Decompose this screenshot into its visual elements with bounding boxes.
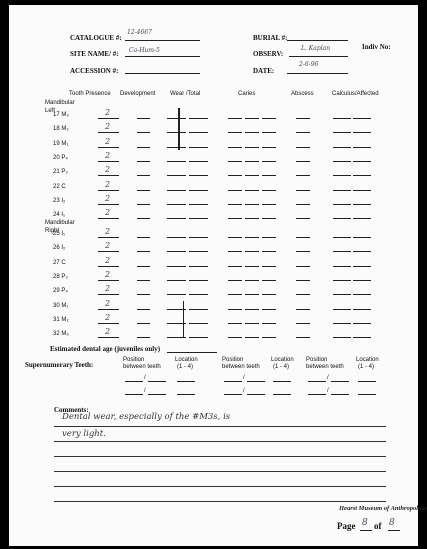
wear-blank xyxy=(167,280,186,281)
caries-blank xyxy=(262,266,276,267)
tooth-presence-underline xyxy=(98,309,119,310)
col-caries: Caries xyxy=(238,91,256,97)
date-label: DATE: xyxy=(253,67,275,75)
section-mandibular-right-1: Mandibular xyxy=(45,220,75,226)
development-blank xyxy=(137,251,150,252)
caries-blank xyxy=(262,218,276,219)
supernumerary-position-header: Position xyxy=(222,357,244,363)
comment-rule xyxy=(54,456,386,457)
caries-blank xyxy=(245,294,259,295)
site-name-underline xyxy=(125,56,200,57)
wear-blank xyxy=(167,204,186,205)
wear-blank xyxy=(167,147,186,148)
tooth-presence-value: 2 xyxy=(105,193,111,203)
development-blank xyxy=(137,175,150,176)
tooth-presence-value: 2 xyxy=(105,269,111,279)
tooth-presence-underline xyxy=(98,266,119,267)
tooth-presence-value: 2 xyxy=(105,312,111,322)
wear-blank xyxy=(189,251,208,252)
page-total-underline xyxy=(388,530,400,531)
recording-form xyxy=(9,5,427,546)
dental-age-label: Estimated dental age (juveniles only) xyxy=(50,345,161,353)
tooth-presence-value: 2 xyxy=(105,122,111,132)
caries-blank xyxy=(228,251,242,252)
development-blank xyxy=(137,190,150,191)
date-underline xyxy=(287,73,348,74)
page-of-label: of xyxy=(374,521,382,531)
caries-blank xyxy=(228,118,242,119)
tooth-presence-underline xyxy=(98,323,119,324)
wear-blank xyxy=(167,337,186,338)
wear-blank xyxy=(189,218,208,219)
calculus-blank xyxy=(333,147,351,148)
caries-blank xyxy=(245,118,259,119)
calculus-blank xyxy=(333,175,351,176)
wear-blank xyxy=(189,280,208,281)
calculus-blank xyxy=(333,118,351,119)
page-label: Page xyxy=(337,521,356,531)
catalogue-label: CATALOGUE #: xyxy=(70,34,122,42)
caries-blank xyxy=(245,337,259,338)
caries-blank xyxy=(228,161,242,162)
supernumerary-slash: / xyxy=(144,388,146,394)
tooth-label: 29 P₄ xyxy=(53,288,68,295)
calculus-blank xyxy=(333,323,351,324)
calculus-blank xyxy=(333,132,351,133)
wear-blank xyxy=(189,309,208,310)
development-blank xyxy=(137,118,150,119)
supernumerary-position-header: between teeth xyxy=(123,364,161,370)
tooth-label: 21 P₃ xyxy=(53,169,68,176)
calculus-blank xyxy=(353,190,371,191)
tooth-presence-underline xyxy=(98,337,119,338)
abscess-blank xyxy=(296,309,310,310)
caries-blank xyxy=(228,323,242,324)
tooth-label: 25 I₁ xyxy=(53,231,66,237)
wear-blank xyxy=(189,266,208,267)
caries-blank xyxy=(245,147,259,148)
tooth-label: 20 P₄ xyxy=(53,154,68,161)
supernumerary-position-blank xyxy=(148,381,166,382)
supernumerary-location-blank xyxy=(273,394,291,395)
development-blank xyxy=(137,147,150,148)
supernumerary-location-header: Location xyxy=(175,357,198,363)
supernumerary-position-blank xyxy=(125,381,143,382)
wear-blank xyxy=(167,118,186,119)
wear-blank xyxy=(167,294,186,295)
supernumerary-position-blank xyxy=(125,394,143,395)
supernumerary-location-header: (1 - 4) xyxy=(273,364,290,370)
tooth-presence-underline xyxy=(98,175,119,176)
comments-label: Comments: xyxy=(54,406,89,414)
calculus-blank xyxy=(353,237,371,238)
page-number-underline xyxy=(360,530,372,531)
wear-blank xyxy=(167,251,186,252)
caries-blank xyxy=(228,132,242,133)
wear-blank xyxy=(167,161,186,162)
section-mandibular-right-2: Right xyxy=(45,228,60,234)
wear-blank xyxy=(189,337,208,338)
tooth-presence-underline xyxy=(98,280,119,281)
tooth-presence-value: 2 xyxy=(105,165,111,175)
tooth-label: 32 M₃ xyxy=(53,331,69,338)
tooth-presence-underline xyxy=(98,161,119,162)
accession-underline xyxy=(125,73,200,74)
burial-underline xyxy=(287,40,348,41)
caries-blank xyxy=(245,161,259,162)
calculus-blank xyxy=(353,280,371,281)
calculus-blank xyxy=(353,132,371,133)
abscess-blank xyxy=(296,161,310,162)
caries-blank xyxy=(245,218,259,219)
development-blank xyxy=(137,337,150,338)
caries-blank xyxy=(245,190,259,191)
tooth-label: 18 M₂ xyxy=(53,126,69,133)
date-value: 2-6-96 xyxy=(299,61,319,68)
calculus-blank xyxy=(353,251,371,252)
wear-blank xyxy=(189,175,208,176)
caries-blank xyxy=(228,204,242,205)
calculus-blank xyxy=(353,147,371,148)
tooth-label: 17 M₃ xyxy=(53,112,69,118)
supernumerary-position-header: between teeth xyxy=(222,364,260,370)
section-mandibular-left-2: Left xyxy=(45,108,56,114)
tooth-label: 24 I₁ xyxy=(53,212,66,219)
caries-blank xyxy=(228,266,242,267)
wear-blank xyxy=(167,237,186,238)
abscess-blank xyxy=(296,175,310,176)
caries-blank xyxy=(262,251,276,252)
caries-blank xyxy=(245,280,259,281)
tooth-presence-underline xyxy=(98,237,119,238)
supernumerary-position-blank xyxy=(148,394,166,395)
development-blank xyxy=(137,294,150,295)
indiv-no-label: Indiv No: xyxy=(362,43,391,51)
development-blank xyxy=(137,132,150,133)
tooth-presence-underline xyxy=(98,147,119,148)
supernumerary-position-blank xyxy=(247,394,265,395)
supernumerary-location-header: Location xyxy=(271,357,294,363)
comment-text-line-1: Dental wear, especially of the #M3s, is xyxy=(62,412,231,422)
wear-blank xyxy=(189,161,208,162)
caries-blank xyxy=(228,147,242,148)
supernumerary-slash: / xyxy=(327,388,329,394)
caries-blank xyxy=(245,251,259,252)
wear-blank xyxy=(189,147,208,148)
abscess-blank xyxy=(296,280,310,281)
caries-blank xyxy=(228,237,242,238)
calculus-blank xyxy=(333,190,351,191)
supernumerary-location-header: (1 - 4) xyxy=(177,364,194,370)
observer-label: OBSERV: xyxy=(253,50,284,58)
supernumerary-location-blank xyxy=(177,394,195,395)
abscess-blank xyxy=(296,147,310,148)
tooth-presence-underline xyxy=(98,190,119,191)
supernumerary-location-blank xyxy=(273,381,291,382)
col-wear-total: Wear /Total xyxy=(170,91,201,97)
wear-blank xyxy=(189,132,208,133)
caries-blank xyxy=(262,204,276,205)
caries-blank xyxy=(262,175,276,176)
tooth-label: 30 M₁ xyxy=(53,302,69,309)
supernumerary-position-header: Position xyxy=(306,357,328,363)
calculus-blank xyxy=(333,218,351,219)
caries-blank xyxy=(228,309,242,310)
abscess-blank xyxy=(296,218,310,219)
development-blank xyxy=(137,266,150,267)
page-number: 8 xyxy=(362,518,368,528)
supernumerary-position-header: Position xyxy=(123,357,145,363)
caries-blank xyxy=(245,309,259,310)
abscess-blank xyxy=(296,118,310,119)
caries-blank xyxy=(228,175,242,176)
calculus-blank xyxy=(353,323,371,324)
tooth-label: 28 P₃ xyxy=(53,273,68,280)
supernumerary-position-blank xyxy=(308,394,326,395)
wear-mark-left xyxy=(178,108,180,150)
wear-mark-right xyxy=(183,301,184,337)
caries-blank xyxy=(228,218,242,219)
accession-label: ACCESSION #: xyxy=(70,67,119,75)
caries-blank xyxy=(262,161,276,162)
catalogue-underline xyxy=(125,40,200,41)
burial-label: BURIAL #: xyxy=(253,34,288,42)
calculus-blank xyxy=(353,309,371,310)
calculus-blank xyxy=(353,161,371,162)
caries-blank xyxy=(245,175,259,176)
caries-blank xyxy=(262,280,276,281)
tooth-presence-value: 2 xyxy=(105,327,111,337)
wear-blank xyxy=(167,175,186,176)
calculus-blank xyxy=(333,161,351,162)
comment-rule xyxy=(54,471,386,472)
abscess-blank xyxy=(296,132,310,133)
abscess-blank xyxy=(296,337,310,338)
caries-blank xyxy=(245,237,259,238)
dental-age-underline xyxy=(167,352,217,353)
caries-blank xyxy=(245,266,259,267)
tooth-presence-underline xyxy=(98,218,119,219)
supernumerary-slash: / xyxy=(243,375,245,381)
tooth-presence-value: 2 xyxy=(105,298,111,308)
calculus-blank xyxy=(353,175,371,176)
wear-blank xyxy=(167,266,186,267)
supernumerary-slash: / xyxy=(243,388,245,394)
tooth-presence-underline xyxy=(98,118,119,119)
caries-blank xyxy=(262,237,276,238)
development-blank xyxy=(137,323,150,324)
tooth-presence-underline xyxy=(98,132,119,133)
calculus-blank xyxy=(333,204,351,205)
supernumerary-location-blank xyxy=(177,381,195,382)
col-development: Development xyxy=(120,91,156,97)
tooth-presence-underline xyxy=(98,251,119,252)
caries-blank xyxy=(262,294,276,295)
caries-blank xyxy=(262,147,276,148)
site-name-value: Ca-Hum-5 xyxy=(129,47,160,54)
wear-blank xyxy=(189,190,208,191)
calculus-blank xyxy=(353,266,371,267)
observer-value: L. Kaplan xyxy=(301,45,331,52)
supernumerary-position-blank xyxy=(331,394,349,395)
development-blank xyxy=(137,280,150,281)
abscess-blank xyxy=(296,190,310,191)
development-blank xyxy=(137,161,150,162)
caries-blank xyxy=(245,323,259,324)
site-name-label: SITE NAME/ #: xyxy=(70,50,119,58)
supernumerary-position-blank xyxy=(224,394,242,395)
col-abscess: Abscess xyxy=(291,91,314,97)
wear-blank xyxy=(167,132,186,133)
calculus-blank xyxy=(353,218,371,219)
comment-rule xyxy=(54,441,386,442)
caries-blank xyxy=(262,118,276,119)
supernumerary-location-blank xyxy=(358,381,376,382)
tooth-presence-value: 2 xyxy=(105,136,111,146)
calculus-blank xyxy=(353,204,371,205)
caries-blank xyxy=(228,190,242,191)
development-blank xyxy=(137,204,150,205)
caries-blank xyxy=(262,132,276,133)
supernumerary-label: Supernumerary Teeth: xyxy=(25,361,94,369)
tooth-label: 22 C xyxy=(53,183,66,190)
calculus-blank xyxy=(353,337,371,338)
abscess-blank xyxy=(296,237,310,238)
calculus-blank xyxy=(333,294,351,295)
tooth-presence-value: 2 xyxy=(105,208,111,218)
wear-blank xyxy=(189,118,208,119)
supernumerary-position-blank xyxy=(331,381,349,382)
caries-blank xyxy=(228,294,242,295)
calculus-blank xyxy=(333,266,351,267)
observer-underline xyxy=(289,56,348,57)
tooth-presence-underline xyxy=(98,294,119,295)
supernumerary-location-header: (1 - 4) xyxy=(358,364,375,370)
calculus-blank xyxy=(353,294,371,295)
comment-rule xyxy=(54,501,386,502)
supernumerary-location-header: Location xyxy=(356,357,379,363)
caries-blank xyxy=(245,132,259,133)
caries-blank xyxy=(245,204,259,205)
caries-blank xyxy=(262,309,276,310)
section-mandibular-left-1: Mandibular xyxy=(45,100,75,106)
supernumerary-slash: / xyxy=(327,375,329,381)
development-blank xyxy=(137,218,150,219)
calculus-blank xyxy=(333,251,351,252)
comment-text-line-2: very light. xyxy=(62,429,106,439)
tooth-presence-value: 2 xyxy=(105,255,111,265)
calculus-blank xyxy=(333,337,351,338)
abscess-blank xyxy=(296,204,310,205)
wear-blank xyxy=(167,190,186,191)
abscess-blank xyxy=(296,251,310,252)
tooth-label: 27 C xyxy=(53,259,66,266)
wear-blank xyxy=(189,237,208,238)
abscess-blank xyxy=(296,294,310,295)
tooth-presence-underline xyxy=(98,204,119,205)
caries-blank xyxy=(262,190,276,191)
tooth-presence-value: 2 xyxy=(105,108,111,117)
supernumerary-position-blank xyxy=(308,381,326,382)
wear-blank xyxy=(167,218,186,219)
calculus-blank xyxy=(333,280,351,281)
caries-blank xyxy=(228,280,242,281)
development-blank xyxy=(137,309,150,310)
comment-rule xyxy=(54,426,386,427)
catalogue-value: 12-4667 xyxy=(127,29,152,36)
tooth-label: 19 M₁ xyxy=(53,140,69,147)
calculus-blank xyxy=(353,118,371,119)
caries-blank xyxy=(262,337,276,338)
comment-rule xyxy=(54,486,386,487)
caries-blank xyxy=(262,323,276,324)
tooth-presence-value: 2 xyxy=(105,150,111,160)
museum-name: Hearst Museum of Anthropology xyxy=(339,505,427,512)
tooth-presence-value: 2 xyxy=(105,179,111,189)
calculus-blank xyxy=(333,309,351,310)
tooth-presence-value: 2 xyxy=(105,227,111,236)
wear-blank xyxy=(189,204,208,205)
supernumerary-position-blank xyxy=(224,381,242,382)
abscess-blank xyxy=(296,323,310,324)
supernumerary-position-header: between teeth xyxy=(306,364,344,370)
calculus-blank xyxy=(333,237,351,238)
col-calculus-affected: Calculus/Affected xyxy=(332,91,379,97)
supernumerary-location-blank xyxy=(358,394,376,395)
wear-blank xyxy=(189,294,208,295)
supernumerary-slash: / xyxy=(144,375,146,381)
page-total: 8 xyxy=(389,518,395,528)
wear-blank xyxy=(189,323,208,324)
tooth-label: 26 I₂ xyxy=(53,245,66,252)
supernumerary-position-blank xyxy=(247,381,265,382)
caries-blank xyxy=(228,337,242,338)
abscess-blank xyxy=(296,266,310,267)
development-blank xyxy=(137,237,150,238)
tooth-label: 31 M₂ xyxy=(53,316,69,323)
tooth-presence-value: 2 xyxy=(105,241,111,251)
tooth-presence-value: 2 xyxy=(105,284,111,294)
col-tooth-presence: Tooth Presence xyxy=(69,91,111,97)
tooth-label: 23 I₂ xyxy=(53,197,66,204)
